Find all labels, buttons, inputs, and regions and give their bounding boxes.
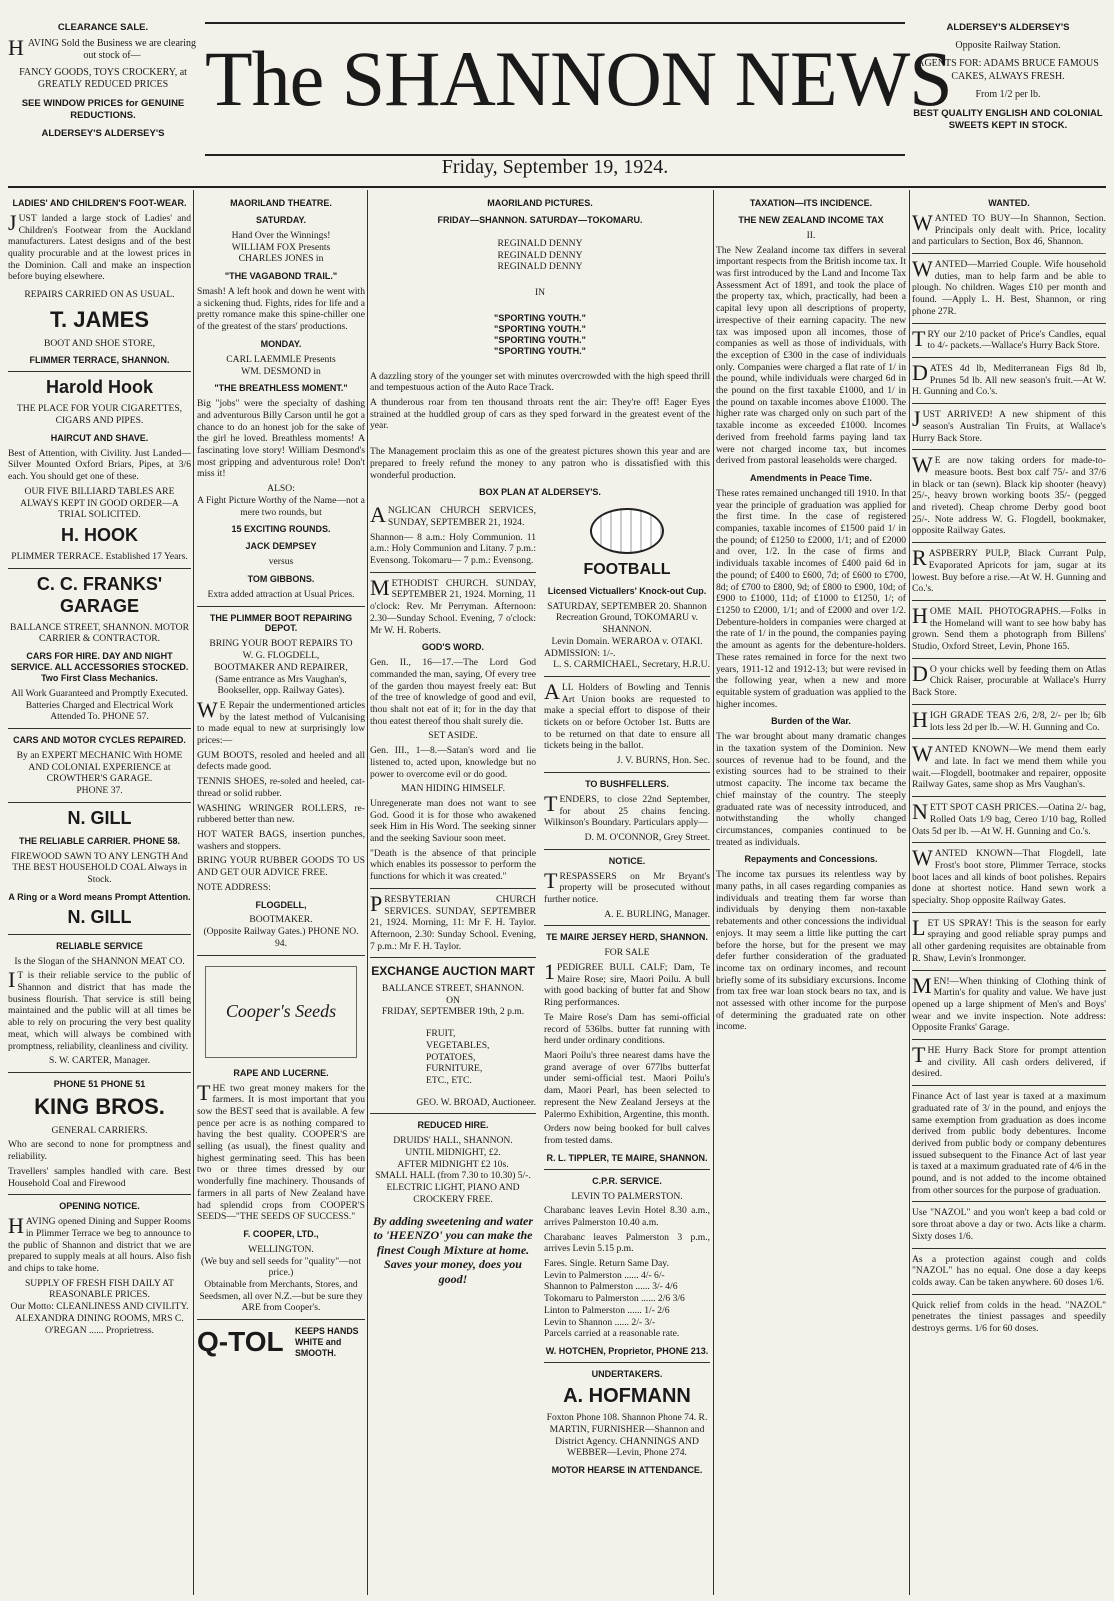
advert-text: HAVING opened Dining and Supper Rooms in Plimmer Terrace we beg to announce to the public of Shannon and district that we are prepared to supply meals at all hours. Also fish and chips to take home. <box>8 1213 191 1275</box>
fare-table-row: Tokomaru to Palmerston ...... 2/6 3/6 <box>544 1293 685 1305</box>
divider <box>370 572 536 573</box>
advert-subheading: MONDAY. <box>260 338 302 349</box>
film-title: "THE BREATHLESS MOMENT." <box>214 383 348 394</box>
fare-table-header: Fares. Single. Return Same Day. <box>544 1258 669 1270</box>
divider <box>912 1039 1106 1040</box>
advert-text: 15 EXCITING ROUNDS. <box>231 524 331 535</box>
advert-text: THE PLACE FOR YOUR CIGARETTES, CIGARS AND PIPES. <box>16 403 183 427</box>
advert-text: A dazzling story of the younger set with minutes overcrowded with the high speed thrill and tempestuous action of the Auto Race Track. <box>370 370 710 394</box>
fare-table-row: Shannon to Palmerston ...... 3/- 4/6 <box>544 1281 678 1293</box>
advert-text: WASHING WRINGER ROLLERS, re-rubbered better than new. <box>197 802 365 826</box>
advert-text: Extra added attraction at Usual Prices. <box>207 588 355 600</box>
notice-text: Charabanc leaves Palmerston 3 p.m., arrives Levin 5.15 p.m. <box>544 1231 710 1255</box>
article-subheading: Amendments in Peace Time. <box>750 473 872 483</box>
article-subheading: THE NEW ZEALAND INCOME TAX <box>738 214 884 225</box>
divider <box>912 1294 1106 1295</box>
divider <box>544 676 710 677</box>
ear-left-text: GREATLY REDUCED PRICES <box>37 79 169 91</box>
divider <box>197 1319 365 1320</box>
advert-subheading: FRIDAY—SHANNON. SATURDAY—TOKOMARU. <box>437 214 643 225</box>
advert-text: GUM BOOTS, resoled and heeled and all defects made good. <box>197 749 365 773</box>
advert-text: PLIMMER TERRACE. Established 17 Years. <box>11 550 188 562</box>
advert-text: THE two great money makers for the farmers. It is most important that you sow the BEST seed that is available. A few pence per acre is as nothing compared to having the best quality. COOPER'S are selling (as usual), the finest quality and highest germinating seed. This has been two or three times dressed by our wonderfully fine machinery. Thousands of farmers in all parts of New Zealand have had splendid crops from COOPER'S SEEDS—"THE SEEDS OF SUCCESS." <box>197 1079 365 1223</box>
classified-ad: LET US SPRAY! This is the season for early spraying and good reliable spray pumps and all other gardening requisites are obtainable from R. Shaw, Levin's Ironmonger. <box>912 914 1106 964</box>
advert-name: A. HOFMANN <box>563 1384 691 1407</box>
advert-text: A Ring or a Word means Prompt Attention. <box>8 891 191 902</box>
advert-text: FIREWOOD SAWN TO ANY LENGTH And THE BEST HOUSEHOLD COAL Always in Stock. <box>11 850 188 886</box>
fare-table-row: Linton to Palmerston ...... 1/- 2/6 <box>544 1304 670 1316</box>
notice-text: Foxton Phone 108. Shannon Phone 74. R. MARTIN, FURNISHER—Shannon and District Agency. CHANNINGS AND WEBBER—Levin, Phone 274. <box>546 1412 708 1459</box>
divider <box>912 1201 1106 1202</box>
ear-left-signature: ALDERSEY'S ALDERSEY'S <box>41 127 165 139</box>
notice-text: SET ASIDE. <box>428 730 478 742</box>
advert-text: IT is their reliable service to the public of Shannon and district that has made the business flourish. That service is still being maintained and the public will at all times be able to rely on procuring the very best quality meat, which will always be combined with promptness, reliability, cleanliness and civility. <box>8 967 191 1052</box>
notice-heading: REDUCED HIRE. <box>417 1120 489 1131</box>
divider <box>370 1113 536 1114</box>
divider <box>912 1248 1106 1249</box>
ear-left-heading: CLEARANCE SALE. <box>57 22 149 33</box>
classified-ad: WANTED KNOWN—That Flogdell, late Frost's boot store, Plimmer Terrace, stocks boot laces and all kinds of boot polishes. Repairs done at shortest notice. Hand sewn work a specialty. Shop opposite Railway Gates. <box>912 845 1106 907</box>
article-continuation: Finance Act of last year is taxed at a maximum graduated rate of 3/ in the pound, and enjoys the same exemption from graduation as does income derived from public body debentures. Income derived from public body or company debentures issued subsequent to the Finance Act of last year is taxed at a maximum graduated rate of 4/6 in the pound, and is not added to the income obtained from other sources for the purpose of graduation. <box>912 1091 1106 1196</box>
advert-name: H. HOOK <box>60 524 138 545</box>
advert-text: (We buy and sell seeds for "quality"—not price.) <box>201 1255 361 1279</box>
advert-text: IN <box>534 287 546 299</box>
ear-left-text: SEE WINDOW PRICES for GENUINE REDUCTIONS. <box>21 97 185 121</box>
ear-right-text: Opposite Railway Station. <box>955 39 1061 51</box>
divider <box>370 957 536 958</box>
advert-text: PHONE 51 PHONE 51 <box>53 1078 146 1089</box>
dateline: Friday, September 19, 1924. <box>441 156 669 178</box>
header-rule <box>8 186 1106 188</box>
advert-text: W. G. FLOGDELL, <box>242 650 320 662</box>
advert-text: BRING YOUR RUBBER GOODS TO US AND GET OUR ADVICE FREE. <box>197 855 365 879</box>
divider <box>8 802 191 803</box>
advert-text: Is the Slogan of the SHANNON MEAT CO. <box>14 955 185 967</box>
advert-text: THE RELIABLE CARRIER. PHONE 58. <box>18 835 181 846</box>
classified-ad: DO your chicks well by feeding them on Atlas Chick Raiser, procurable at Wallace's Hurry Back Store. <box>912 660 1106 699</box>
advert-text: JUST landed a large stock of Ladies' and Children's Footwear from the Auckland manufacturers. Latest designs and of the best quality procurable and at the lowest prices in the Dominion. Call and make an inspection before buying elsewhere. <box>8 209 191 283</box>
column-rule <box>713 190 714 1595</box>
classified-ad: NETT SPOT CASH PRICES.—Oatina 2/- bag, Rolled Oats 1/9 bag, Cereo 1/10 bag, Rolled Oats 5d per lb. —At W. H. Gunning and Co.'s. <box>912 799 1106 837</box>
article-heading: TAXATION—ITS INCIDENCE. <box>749 198 873 208</box>
advert-subheading: SATURDAY. <box>255 214 306 225</box>
advert-text: Smash! A left hook and down he went with a sickening thud. Fights, rides for life and a pretty romance make this spine-chiller one of the greatest of the stars' productions. <box>197 286 365 333</box>
advert-text: SUPPLY OF FRESH FISH DAILY AT REASONABLE PRICES. <box>24 1277 175 1301</box>
classified-ad: WANTED KNOWN—We mend them early and late. In fact we mend them while you wait.—Flogdell, bootmaker and repairer, opposite Railway Gates, same shop as Mrs Vaughan's. <box>912 741 1106 791</box>
classified-ad: JUST ARRIVED! A new shipment of this season's Australian Tin Fruits, at Wallace's Hurry Back Store. <box>912 406 1106 444</box>
notice-text: Charabanc leaves Levin Hotel 8.30 a.m., arrives Palmerston 10.40 a.m. <box>544 1205 710 1228</box>
divider <box>912 253 1106 254</box>
article-paragraph: The New Zealand income tax differs in several important respects from the British income tax. It was first introduced by the Land and Income Tax Assessment Act of 1891, and took the place of the property tax, which, practically, had been a capital levy upon all descriptions of property, irrespective of their earning capacity. The new tax was imposed upon all incomes, those of companies as well as those of individuals, with the exception of £300 in the case of individuals only. Companies were charged a flat rate of 1/ in the pound, while individuals were charged 6d in the pound on the first taxable £1000, and 1/ in the pound on taxable incomes above £1000. The higher rate was charged only on such part of the taxable income as exceeded £1000. Incomes derived from freehold farms paying land tax were not charged income tax, but incomes derived from pastoral leaseholds were charged. <box>716 244 906 467</box>
ear-left-text: HAVING Sold the Business we are clearing out stock of— <box>8 34 196 62</box>
notice-text: METHODIST CHURCH. SUNDAY, SEPTEMBER 21, 1924. Morning, 11 o'clock: Rev. Mr Perryman. Afternoon: 2.30—Sunday School. Evening, 7 o'clock: Mr W. H. Roberts. <box>370 574 536 636</box>
notice-signature: D. M. O'CONNOR, Grey Street. <box>584 831 710 843</box>
notice-signature: GEO. W. BROAD, Auctioneer. <box>416 1096 536 1108</box>
notice-text: FRIDAY, SEPTEMBER 19th, 2 p.m. <box>381 1006 525 1018</box>
divider <box>912 1085 1106 1086</box>
divider <box>912 796 1106 797</box>
ear-right-advert <box>912 22 1104 132</box>
divider <box>544 925 710 926</box>
divider <box>8 934 191 935</box>
advert-text: WELLINGTON. <box>248 1243 314 1255</box>
notice-text: ETC., ETC. <box>426 1074 472 1086</box>
notice-text: TENDERS, to close 22nd September, for about 25 chains fencing. Wilkinson's Boundary. Particulars apply— <box>544 790 710 829</box>
advert-text: OUR FIVE BILLIARD TABLES ARE ALWAYS KEPT IN GOOD ORDER—A TRIAL SOLICITED. <box>20 485 179 521</box>
article-part: II. <box>806 229 816 241</box>
notice-text: Te Maire Rose's Dam has semi-official record of 536lbs. butter fat running with herd under ordinary conditions. <box>544 1011 710 1047</box>
heenzo-advert: By adding sweetening and water to 'HEENZO' you can make the finest Cough Mixture at home. Saves your money, does you good! <box>372 1213 533 1287</box>
divider <box>544 849 710 850</box>
notice-text: ADMISSION: 1/-. <box>544 647 616 659</box>
divider <box>912 912 1106 913</box>
advert-text: Best of Attention, with Civility. Just Landed—Silver Mounted Oxford Briars, Pipes, at 3/6 each. You should get one of these. <box>8 447 191 483</box>
classified-ad: RASPBERRY PULP, Black Currant Pulp, Evaporated Apricots for jam, sugar at its lowest. Buy before a rise.—At W. H. Gunning and Co.'s. <box>912 545 1106 595</box>
advert-signature: ALEXANDRA DINING ROOMS, MRS C. O'REGAN ...... Proprietress. <box>15 1312 184 1336</box>
notice-text: Gen. III., 1—8.—Satan's word and lie listened to, acted upon, knowledge but no power to overcome evil or do good. <box>370 745 536 780</box>
notice-text: Orders now being booked for bull calves from tested dams. <box>544 1123 710 1146</box>
advert-text: WILLIAM FOX Presents <box>231 241 331 253</box>
notice-text: ELECTRIC LIGHT, PIANO AND CROCKERY FREE. <box>386 1182 520 1205</box>
divider <box>8 1194 191 1195</box>
article-paragraph: These rates remained unchanged till 1910. In that year the principle of graduation was applied for the first time. In the case of registered companies, taxable incomes of £1500 paid 1/ in the pound; of £1250 to £2000, 1/1; and of £2000 and over, 1/2. In the case of firms and individuals taxable incomes of £400 paid 6d in the pound; of £400 to £600, 7d; of £600 to £700, 8d; of £700 to £800, 9d; of £800 to £900, 10d; of £900 to £1000, 11d; of £1000 to £1250, 1/; of £1250 to £2000, 1/1; and of £2000 and over 1/2. Debenture-holders in companies were charged at the rate of 1/ in the pound, the companies paying the amount as agents for the debenture-holders. These rates remained in force for the next two years, 1911-12 and 1912-13; but were revised in the following year, when a new and more equitable system of graduation was applied to the higher incomes. <box>716 487 906 710</box>
notice-text: FOR SALE <box>604 947 650 959</box>
divider <box>370 888 536 889</box>
advert-heading: MAORILAND THEATRE. <box>230 198 332 208</box>
divider <box>912 357 1106 358</box>
advert-text: Big "jobs" were the specialty of dashing and adventurous Billy Carson until he got a chance to do an honest job for the sake of the girl he loved. Breathless moments! A fascinating love story! William Desmond's most gripping and adventurous role! Don't miss it! <box>197 398 365 480</box>
notice-heading: C.P.R. SERVICE. <box>592 1175 662 1186</box>
column-5 <box>912 192 1106 1592</box>
divider <box>8 371 191 372</box>
notice-text: Gen. II., 16—17.—The Lord God commanded the man, saying, Of every tree of the garden thou mayest freely eat: But of the tree of knowledge of good and evil, thou shalt not eat of it; for in the day that thou eatest thereof thou shalt surely die. <box>370 657 536 727</box>
classified-ad: WANTED—Married Couple. Wife household duties, man to help farm and be able to plough. No children. Wages £10 per month and found. —Apply L. H. Best, Shannon, or ring phone 27R. <box>912 256 1106 317</box>
divider <box>912 970 1106 971</box>
column-3 <box>370 192 710 1592</box>
column-4 <box>716 192 906 1592</box>
advert-text: FLOGDELL, <box>255 899 307 910</box>
notice-text: PRESBYTERIAN CHURCH SERVICES. SUNDAY, SEPTEMBER 21, 1924. Morning, 11: Mr F. H. Taylor. Afternoon, 2.30: Sunday School. Evening, 7 p.m.: Mr F. H. Taylor. <box>370 890 536 952</box>
fare-table-row: Levin to Shannon ...... 2/- 3/- <box>544 1316 656 1328</box>
column-rule <box>367 190 368 1595</box>
classified-ad: WANTED TO BUY—In Shannon, Section. Principals only dealt with. Price, locality and particulars to Section, Box 46, Shannon. <box>912 209 1106 248</box>
advert-text: JACK DEMPSEY <box>245 541 317 552</box>
column-2 <box>197 192 365 1592</box>
advert-text: GENERAL CARRIERS. <box>51 1124 148 1136</box>
advert-text: Batteries Charged and Electrical Work Attended To. PHONE 57. <box>25 699 174 723</box>
classified-ad: THE Hurry Back Store for prompt attention and civility. All cash orders delivered, if desired. <box>912 1042 1106 1080</box>
split-columns <box>370 502 710 1480</box>
film-title: "SPORTING YOUTH." <box>494 334 586 345</box>
notice-text: POTATOES, <box>426 1051 476 1063</box>
notice-text: FRUIT, <box>426 1028 456 1040</box>
qtol-brand: Q-TOL <box>197 1326 284 1358</box>
article-paragraph: The income tax pursues its relentless way by many paths, in all cases regarding companies as individuals and treating them far worse than individuals by denying them non-taxable rebatements and other concessions the individual enjoys. It may seem a little like putting the cart before the horse, but for the present we may defer further consideration of the graduated income tax on ordinary incomes, and recount briefly some of its subsidiary excursions. Income from tax free war loan stock bears no tax, and is not assessed with other income for the purpose of determining the graduated rate on other income. <box>716 869 906 1033</box>
divider <box>544 1362 710 1363</box>
notice-text: ON <box>446 994 460 1006</box>
notice-signature: W. HOTCHEN, Proprietor, PHONE 213. <box>545 1346 709 1356</box>
ear-right-heading: ALDERSEY'S ALDERSEY'S <box>946 22 1070 33</box>
notice-text: VEGETABLES, <box>426 1039 490 1051</box>
divider <box>8 728 191 729</box>
advert-text: PHONE 37. <box>76 785 123 796</box>
advert-text: Who are second to none for promptness and reliability. <box>8 1139 191 1163</box>
advert-heading: LADIES' AND CHILDREN'S FOOT-WEAR. <box>12 198 187 208</box>
notice-text: ANGLICAN CHURCH SERVICES, SUNDAY, SEPTEMBER 21, 1924. <box>370 502 536 528</box>
ear-right-text: BEST QUALITY ENGLISH AND COLONIAL SWEETS KEPT IN STOCK. <box>913 107 1103 131</box>
advert-name: C. C. FRANKS' GARAGE <box>36 573 163 616</box>
notice-text: "Death is the absence of that principle which enables its possessor to perform the functions for which it was created." <box>370 847 536 883</box>
advert-text: (Same entrance as Mrs Vaughan's, Bookseller, opp. Railway Gates). <box>215 673 347 697</box>
advert-text: NOTE ADDRESS: <box>197 881 271 893</box>
notice-text: MAN HIDING HIMSELF. <box>401 783 505 795</box>
advert-address: FLIMMER TERRACE, SHANNON. <box>29 355 170 366</box>
classified-ad: WE are now taking orders for made-to-measure boots. Best box calf 75/- and 37/6 in black or tan (sewn). Black kip shooter (heavy) 25/-, heavy brown working boots 35/- (pegged and riveted). Cheap chrome Derby good boot 25/-. Note address W. G. Flogdell, bookmaker, opposite Railway Gates. <box>912 452 1106 537</box>
advert-text: TOM GIBBONS. <box>247 573 315 584</box>
advert-name: N. GILL <box>67 807 132 828</box>
advert-text: ALSO: <box>267 483 295 495</box>
advert-signature: S. W. CARTER, Manager. <box>49 1055 150 1067</box>
ear-left-text: FANCY GOODS, TOYS CROCKERY, at <box>19 66 187 78</box>
notice-heading: NOTICE. <box>608 855 646 866</box>
notice-text: FURNITURE, <box>426 1063 483 1075</box>
film-title: "SPORTING YOUTH." <box>494 312 586 323</box>
advert-text: WM. DESMOND in <box>241 365 321 377</box>
coopers-seeds-logo: Cooper's Seeds <box>205 966 357 1058</box>
notice-text: SATURDAY, SEPTEMBER 20. Shannon Recreation Ground, TOKOMARU v. SHANNON. <box>547 600 707 636</box>
football-icon <box>590 508 664 554</box>
notice-text: Parcels carried at a reasonable rate. <box>544 1328 680 1340</box>
classified-ad: TRY our 2/10 packet of Price's Candles, equal to 4/- packets.—Wallace's Hurry Back Store. <box>912 325 1106 352</box>
advert-text: BOOT AND SHOE STORE, <box>43 337 156 349</box>
film-title: "SPORTING YOUTH." <box>494 345 586 356</box>
notice-heading: EXCHANGE AUCTION MART <box>371 964 535 979</box>
divider <box>912 738 1106 739</box>
divider <box>544 772 710 773</box>
notice-signature: A. E. BURLING, Manager. <box>604 908 710 920</box>
notice-signature: J. V. BURNS, Hon. Sec. <box>616 755 710 767</box>
classified-ad: HIGH GRADE TEAS 2/6, 2/8, 2/- per lb; 6lb lots less 2d per lb.—W. H. Gunning and Co. <box>912 706 1106 733</box>
advert-text: All Work Guaranteed and Promptly Executed. <box>10 687 189 699</box>
advert-text: F. COOPER, LTD., <box>243 1229 319 1239</box>
nazol-advert: As a protection against cough and colds "NAZOL" has no equal. One dose a day keeps colds away. Can be taken anywhere. 60 doses 1/6. <box>912 1253 1106 1288</box>
advert-text: KEEPS HANDS WHITE and SMOOTH. <box>295 1326 359 1358</box>
ear-left-advert <box>8 22 198 140</box>
advert-text: REGINALD DENNY <box>497 261 583 273</box>
divider <box>8 1072 191 1073</box>
notice-text: ALL Holders of Bowling and Tennis Art Union books are requested to make a special effort to dispose of their tickets on or before October 1st. Butts are to be returned on that date to ensure all tickets being in the ballot. <box>544 678 710 752</box>
notice-text: Maori Poilu's three nearest dams have the grand average of over 677lbs butterfat under semi-official test. Maori Poilu's dam, Maori Pearl, has been selected to represent the New Zealand Jerseys at the Palermo Exhibition, Argentine, this month. <box>544 1050 710 1120</box>
notice-heading: TO BUSHFELLERS. <box>585 778 669 789</box>
divider <box>912 704 1106 705</box>
masthead <box>205 22 952 156</box>
article-paragraph: The war brought about many dramatic changes in the taxation system of the Dominion. New sources of revenue had to be found, and the existing sources had to be strained to their utmost capacity. The income tax became the chief mainstay of the country. The steeply graduated rate was of necessity introduced, and notwithstanding the wholly changed circumstances, companies continued to be treated as individuals. <box>716 731 906 848</box>
notice-text: SMALL HALL (from 7.30 to 10.30) 5/-. <box>375 1170 531 1182</box>
advert-text: TENNIS SHOES, re-soled and heeled, cat-thread or solid rubber. <box>197 776 365 799</box>
advert-text: BOOTMAKER AND REPAIRER, <box>214 661 348 673</box>
notice-text: TRESPASSERS on Mr Bryant's property will be prosecuted without further notice. <box>544 867 710 905</box>
advert-text: BALLANCE STREET, SHANNON. MOTOR CARRIER & CONTRACTOR. <box>10 621 189 645</box>
column-3b <box>544 502 710 1480</box>
advert-text: HOT WATER BAGS, insertion punches, washers and stoppers. <box>197 829 365 852</box>
notice-signature: R. L. TIPPLER, TE MAIRE, SHANNON. <box>546 1152 708 1163</box>
divider <box>912 542 1106 543</box>
advert-text: BRING YOUR BOOT REPAIRS TO <box>209 638 353 650</box>
advert-text: REGINALD DENNY <box>497 249 583 261</box>
divider <box>197 955 365 956</box>
advert-text: Hand Over the Winnings! <box>231 229 331 241</box>
advert-name: N. GILL <box>67 906 132 927</box>
notice-text: MOTOR HEARSE IN ATTENDANCE. <box>551 1465 703 1476</box>
advert-heading: HAIRCUT AND SHAVE. <box>50 432 149 443</box>
classified-ad: DATES 4d lb, Mediterranean Figs 8d lb, Prunes 5d lb. All new season's fruit.—At W. H. Gunning and Co.'s. <box>912 360 1106 398</box>
advert-text: CHARLES JONES in <box>238 253 324 265</box>
advert-text: Obtainable from Merchants, Stores, and Seedsmen, all over N.Z.—but be sure they ARE from Cooper's. <box>199 1279 363 1314</box>
classifieds-heading: WANTED. <box>988 198 1030 208</box>
notice-heading: UNDERTAKERS. <box>591 1368 663 1379</box>
advert-heading: CARS AND MOTOR CYCLES REPAIRED. <box>13 734 186 745</box>
newspaper-title: The SHANNON NEWS <box>205 35 952 122</box>
notice-text: UNTIL MIDNIGHT, £2. <box>405 1147 501 1159</box>
divider <box>912 658 1106 659</box>
classified-ad: HOME MAIL PHOTOGRAPHS.—Folks in the Homeland will want to see how baby has grown. Send them a photograph from Billens' Studio, Oxford Street, Levin, Phone 165. <box>912 602 1106 653</box>
divider <box>197 606 365 607</box>
notice-text: Unregenerate man does not want to see God. Good it is for those who awakened seek Him in His Word. The seeking sinner and the seeking Saviour soon meet. <box>370 797 536 845</box>
advert-text: Our Motto: CLEANLINESS AND CIVILITY. <box>10 1301 189 1313</box>
advert-text: A Fight Picture Worthy of the Name—not a mere two rounds, but <box>197 494 365 518</box>
divider <box>912 449 1106 450</box>
advert-text: (Opposite Railway Gates.) PHONE NO. 94. <box>203 926 359 949</box>
advert-name: KING BROS. <box>34 1093 165 1119</box>
advert-text: A thunderous roar from ten thousand throats rent the air: They're off! Eager Eyes strained at the huddled group of cars as they sped forward in the greatest event of the year. <box>370 397 710 432</box>
column-3a <box>370 502 536 1480</box>
column-1 <box>8 192 191 1592</box>
advert-text: WE Repair the undermentioned articles by the latest method of Vulcanising to made equal to new at surprisingly low prices:— <box>197 696 365 747</box>
advert-text: REPAIRS CARRIED ON AS USUAL. <box>24 289 175 301</box>
advert-text: By an EXPERT MECHANIC With HOME AND COLONIAL EXPERIENCE at CROWTHER'S GARAGE. <box>16 749 183 785</box>
divider <box>912 600 1106 601</box>
notice-heading: GOD'S WORD. <box>421 642 485 653</box>
advert-text: BOOTMAKER. <box>249 914 313 926</box>
advert-text: REGINALD DENNY <box>497 237 583 249</box>
advert-text: CARS FOR HIRE. DAY AND NIGHT SERVICE. ALL ACCESSORIES STOCKED. Two First Class Mechanics. <box>10 650 189 683</box>
advert-text: BOX PLAN AT ALDERSEY'S. <box>479 487 601 498</box>
notice-text: AFTER MIDNIGHT £2 10s. <box>397 1158 509 1170</box>
article-subheading: Burden of the War. <box>771 716 851 727</box>
divider <box>544 1169 710 1170</box>
divider <box>912 842 1106 843</box>
advert-heading: OPENING NOTICE. <box>59 1201 140 1212</box>
nazol-advert: Use "NAZOL" and you won't keep a bad cold or sore throat above a day or two. Acts like a charm. Sixty doses 1/6. <box>912 1207 1106 1242</box>
divider <box>8 568 191 569</box>
film-title: "THE VAGABOND TRAIL." <box>224 271 338 282</box>
divider <box>912 403 1106 404</box>
notice-text: Shannon— 8 a.m.: Holy Communion. 11 a.m.: Holy Communion and Litany. 7 p.m.: Evensong. Tokomaru— 7 p.m.: Evensong. <box>370 531 536 567</box>
advert-text: CARL LAEMMLE Presents <box>226 353 336 365</box>
column-rule <box>193 190 194 1595</box>
notice-text: DRUIDS' HALL, SHANNON. <box>393 1135 513 1147</box>
notice-text: LEVIN TO PALMERSTON. <box>571 1190 683 1202</box>
advert-text: Travellers' samples handled with care. Best Household Coal and Firewood <box>8 1165 191 1189</box>
classified-ad: MEN!—When thinking of Clothing think of Martin's for quality and value. We have just opened up a large shipment of Men's and Boys' wear and we invite inspection. Note address: Opposite Franks' Garage. <box>912 972 1106 1034</box>
notice-heading: FOOTBALL <box>583 561 671 579</box>
advert-name: Harold Hook <box>45 377 153 398</box>
notice-signature: L. S. CARMICHAEL, Secretary, H.R.U. <box>553 659 710 671</box>
nazol-advert: Quick relief from colds in the head. "NAZOL" penetrates the tiniest passages and speedily destroys germs. 1/6 for 60 doses. <box>912 1299 1106 1335</box>
ear-right-text: AGENTS FOR: ADAMS BRUCE FAMOUS CAKES, ALWAYS FRESH. <box>917 58 1099 82</box>
qtol-advert <box>197 1325 365 1359</box>
advert-name: T. JAMES <box>49 306 150 332</box>
film-title: "SPORTING YOUTH." <box>494 323 586 334</box>
divider <box>912 323 1106 324</box>
advert-text: The Management proclaim this as one of the greatest pictures shown this year and are prepared to freely refund the money to any patron who is dissatisfied with this wonderful production. <box>370 446 710 481</box>
column-rule <box>909 190 910 1595</box>
notice-text: 1PEDIGREE BULL CALF; Dam, Te Maire Rose; sire, Maori Poilu. A bull with good backing of butter fat and Show Ring performances. <box>544 959 710 1009</box>
advert-heading: MAORILAND PICTURES. <box>487 198 593 208</box>
advert-heading: RAPE AND LUCERNE. <box>233 1067 329 1078</box>
fare-table-row: Levin to Palmerston ...... 4/- 6/- <box>544 1269 665 1281</box>
notice-subheading: Licensed Victuallers' Knock-out Cup. <box>547 585 707 596</box>
notice-heading: TE MAIRE JERSEY HERD, SHANNON. <box>546 932 708 943</box>
advert-heading: THE PLIMMER BOOT REPAIRING DEPOT. <box>209 612 353 634</box>
ear-right-text: From 1/2 per lb. <box>975 89 1041 101</box>
advert-heading: RELIABLE SERVICE <box>56 940 143 951</box>
notice-text: BALLANCE STREET, SHANNON. <box>381 983 525 995</box>
article-subheading: Repayments and Concessions. <box>744 854 878 865</box>
notice-text: Levin Domain. WERAROA v. OTAKI. <box>551 635 703 647</box>
advert-text: versus <box>268 556 294 568</box>
